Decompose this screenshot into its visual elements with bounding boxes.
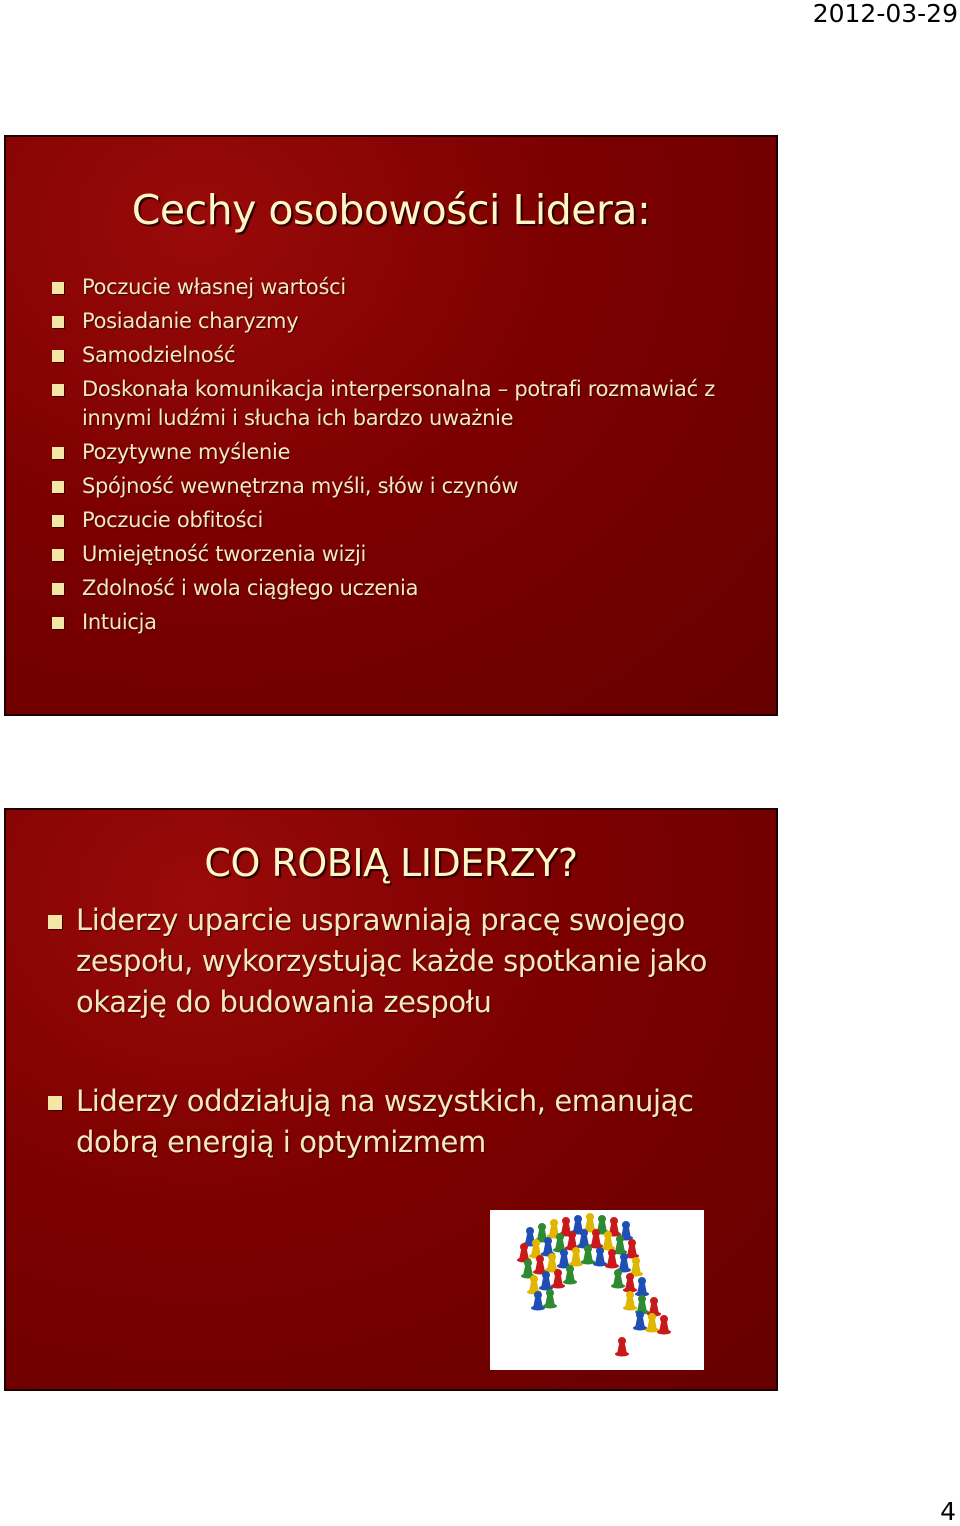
list-item: Doskonała komunikacja interpersonalna – potrafi rozmawiać z innymi ludźmi i słucha ich bardzo uważnie (52, 375, 772, 433)
square-bullet-icon (52, 350, 64, 362)
square-bullet-icon (48, 915, 62, 929)
square-bullet-icon (52, 384, 64, 396)
square-bullet-icon (52, 316, 64, 328)
square-bullet-icon (52, 481, 64, 493)
bullet-list (48, 900, 748, 1163)
colored-pawns-crowd-image (490, 1210, 704, 1370)
slide-title: Cechy osobowości Lidera: (131, 186, 651, 234)
slide-what-leaders-do (4, 808, 778, 1391)
list-item: Posiadanie charyzmy (52, 307, 772, 336)
square-bullet-icon (52, 447, 64, 459)
list-item: Umiejętność tworzenia wizji (52, 540, 772, 569)
square-bullet-icon (52, 515, 64, 527)
slide-leader-traits (4, 135, 778, 716)
slide-title: CO ROBIĄ LIDERZY? (204, 841, 578, 885)
page-date: 2012-03-29 (812, 0, 958, 28)
list-item: Spójność wewnętrzna myśli, słów i czynów (52, 472, 772, 501)
bullet-list (52, 273, 772, 642)
square-bullet-icon (48, 1096, 62, 1110)
list-item: Intuicja (52, 608, 772, 637)
list-item: Liderzy uparcie usprawniają pracę swojego zespołu, wykorzystując każde spotkanie jako okazję do budowania zespołu (48, 900, 748, 1023)
list-item: Zdolność i wola ciągłego uczenia (52, 574, 772, 603)
page-number: 4 (940, 1497, 956, 1526)
list-item: Samodzielność (52, 341, 772, 370)
square-bullet-icon (52, 282, 64, 294)
list-item: Poczucie obfitości (52, 506, 772, 535)
list-item: Pozytywne myślenie (52, 438, 772, 467)
square-bullet-icon (52, 549, 64, 561)
list-item: Liderzy oddziałują na wszystkich, emanując dobrą energią i optymizmem (48, 1081, 748, 1163)
list-item: Poczucie własnej wartości (52, 273, 772, 302)
square-bullet-icon (52, 617, 64, 629)
square-bullet-icon (52, 583, 64, 595)
pawns-illustration (490, 1210, 704, 1370)
